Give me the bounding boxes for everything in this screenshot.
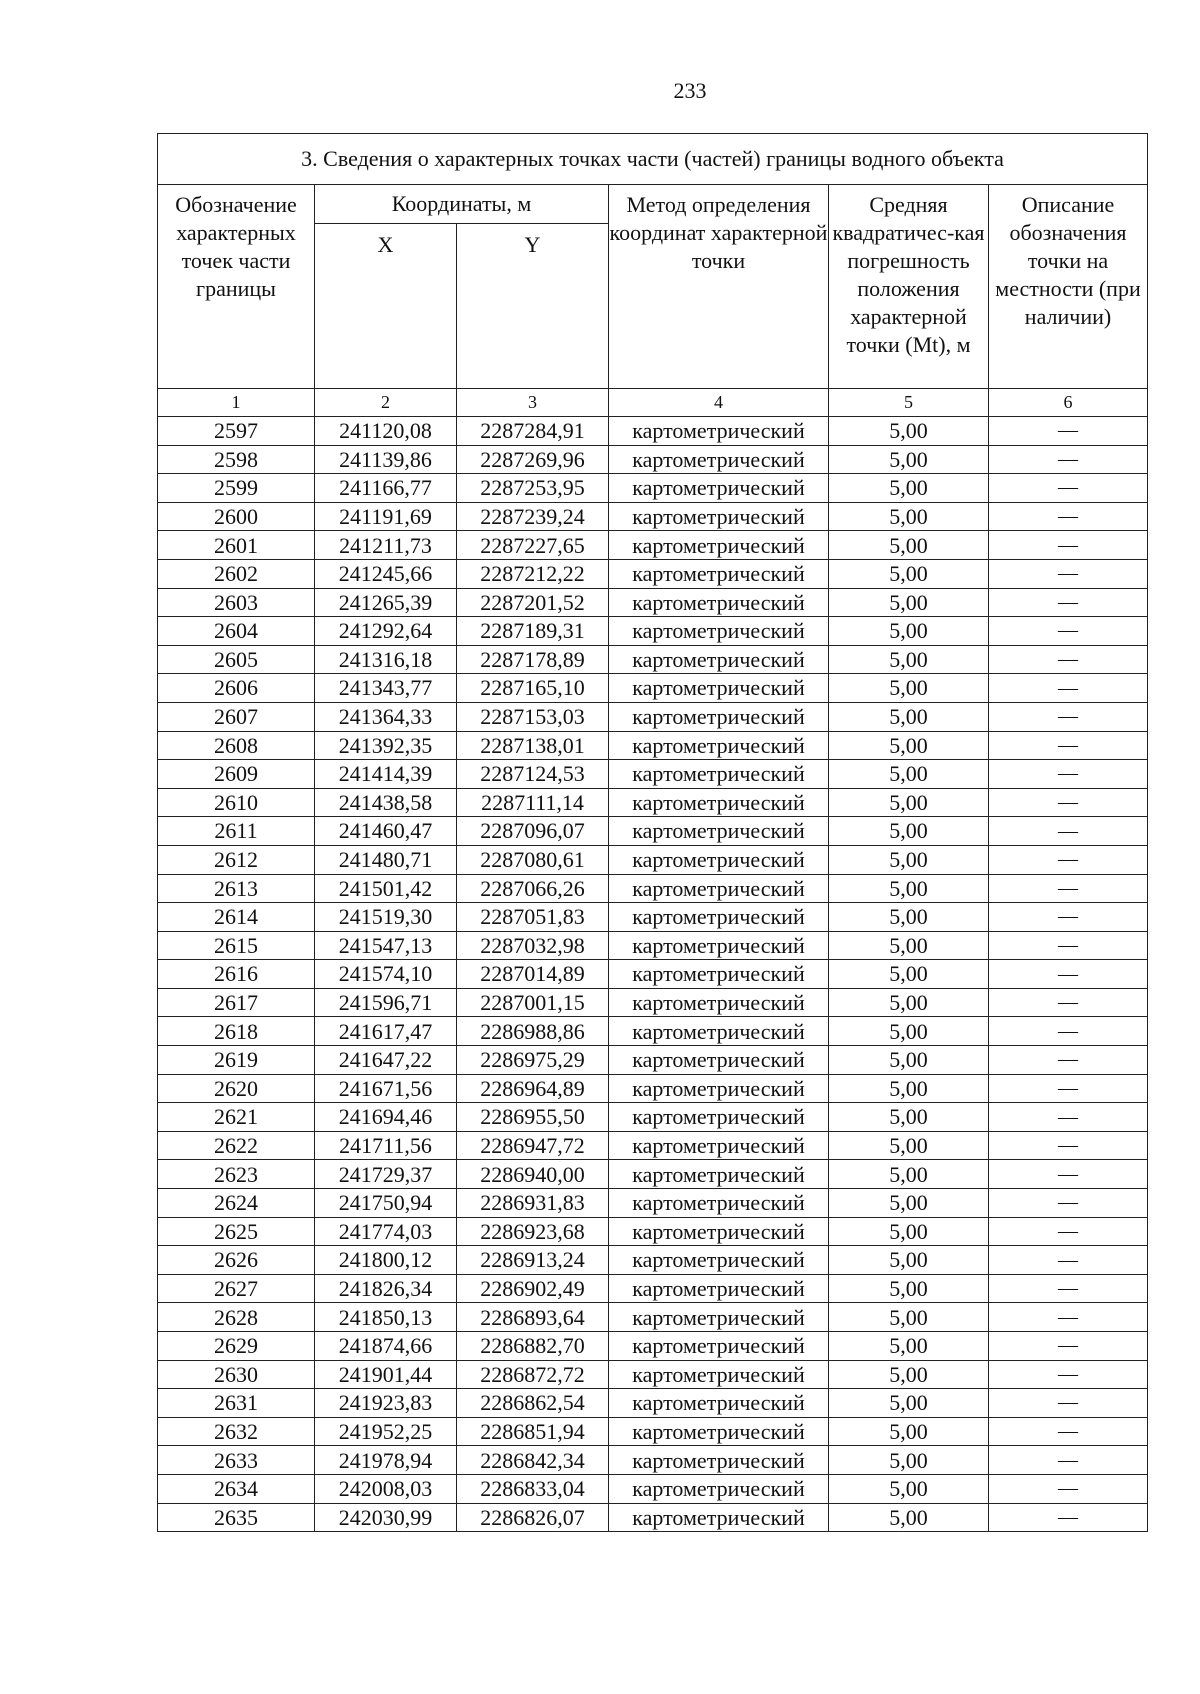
error-cell: 5,00 [829, 788, 989, 817]
y-coordinate-cell: 2286940,00 [457, 1160, 609, 1189]
error-cell: 5,00 [829, 1046, 989, 1075]
y-coordinate-cell: 2287032,98 [457, 931, 609, 960]
x-coordinate-cell: 241574,10 [315, 960, 457, 989]
error-cell: 5,00 [829, 588, 989, 617]
table-row [158, 817, 1148, 846]
point-id-cell: 2610 [158, 788, 315, 817]
point-id-cell: 2602 [158, 559, 315, 588]
error-cell: 5,00 [829, 674, 989, 703]
method-cell: картометрический [609, 1074, 829, 1103]
x-coordinate-cell: 241460,47 [315, 817, 457, 846]
table-row [158, 1332, 1148, 1361]
point-id-cell: 2604 [158, 617, 315, 646]
x-coordinate-cell: 241211,73 [315, 531, 457, 560]
table-row [158, 1189, 1148, 1218]
description-cell: — [989, 1217, 1148, 1246]
error-cell: 5,00 [829, 1360, 989, 1389]
error-cell: 5,00 [829, 1417, 989, 1446]
x-coordinate-cell: 241923,83 [315, 1389, 457, 1418]
y-coordinate-cell: 2287269,96 [457, 445, 609, 474]
point-id-cell: 2629 [158, 1332, 315, 1361]
table-row [158, 1474, 1148, 1503]
error-cell: 5,00 [829, 417, 989, 446]
method-cell: картометрический [609, 588, 829, 617]
description-cell: — [989, 874, 1148, 903]
method-cell: картометрический [609, 1189, 829, 1218]
point-id-cell: 2624 [158, 1189, 315, 1218]
point-id-cell: 2622 [158, 1131, 315, 1160]
point-id-cell: 2611 [158, 817, 315, 846]
description-cell: — [989, 1074, 1148, 1103]
error-cell: 5,00 [829, 1103, 989, 1132]
method-cell: картометрический [609, 903, 829, 932]
error-cell: 5,00 [829, 903, 989, 932]
description-cell: — [989, 1103, 1148, 1132]
table-row [158, 845, 1148, 874]
method-cell: картометрический [609, 531, 829, 560]
table-row [158, 1446, 1148, 1475]
header-designation: Обозначение характерных точек части границы [158, 185, 315, 389]
error-cell: 5,00 [829, 502, 989, 531]
point-id-cell: 2613 [158, 874, 315, 903]
error-cell: 5,00 [829, 1503, 989, 1532]
point-id-cell: 2606 [158, 674, 315, 703]
point-id-cell: 2628 [158, 1303, 315, 1332]
description-cell: — [989, 903, 1148, 932]
x-coordinate-cell: 241952,25 [315, 1417, 457, 1446]
method-cell: картометрический [609, 845, 829, 874]
method-cell: картометрический [609, 1217, 829, 1246]
table-row [158, 1246, 1148, 1275]
method-cell: картометрический [609, 674, 829, 703]
description-cell: — [989, 960, 1148, 989]
y-coordinate-cell: 2286988,86 [457, 1017, 609, 1046]
x-coordinate-cell: 241519,30 [315, 903, 457, 932]
column-number: 4 [609, 389, 829, 417]
y-coordinate-cell: 2286913,24 [457, 1246, 609, 1275]
method-cell: картометрический [609, 931, 829, 960]
point-id-cell: 2615 [158, 931, 315, 960]
y-coordinate-cell: 2286842,34 [457, 1446, 609, 1475]
method-cell: картометрический [609, 702, 829, 731]
y-coordinate-cell: 2286851,94 [457, 1417, 609, 1446]
point-id-cell: 2627 [158, 1274, 315, 1303]
point-id-cell: 2635 [158, 1503, 315, 1532]
y-coordinate-cell: 2287124,53 [457, 760, 609, 789]
point-id-cell: 2598 [158, 445, 315, 474]
header-y: Y [457, 224, 609, 389]
y-coordinate-cell: 2286872,72 [457, 1360, 609, 1389]
method-cell: картометрический [609, 988, 829, 1017]
y-coordinate-cell: 2287138,01 [457, 731, 609, 760]
description-cell: — [989, 988, 1148, 1017]
method-cell: картометрический [609, 788, 829, 817]
error-cell: 5,00 [829, 1131, 989, 1160]
error-cell: 5,00 [829, 617, 989, 646]
description-cell: — [989, 817, 1148, 846]
error-cell: 5,00 [829, 1389, 989, 1418]
header-method: Метод определения координат характерной точки [609, 185, 829, 389]
column-number: 1 [158, 389, 315, 417]
method-cell: картометрический [609, 1503, 829, 1532]
x-coordinate-cell: 241750,94 [315, 1189, 457, 1218]
error-cell: 5,00 [829, 645, 989, 674]
table-row [158, 645, 1148, 674]
point-id-cell: 2607 [158, 702, 315, 731]
table-row [158, 588, 1148, 617]
description-cell: — [989, 502, 1148, 531]
method-cell: картометрический [609, 645, 829, 674]
method-cell: картометрический [609, 1332, 829, 1361]
method-cell: картометрический [609, 445, 829, 474]
method-cell: картометрический [609, 760, 829, 789]
x-coordinate-cell: 241316,18 [315, 645, 457, 674]
y-coordinate-cell: 2286931,83 [457, 1189, 609, 1218]
y-coordinate-cell: 2287111,14 [457, 788, 609, 817]
point-id-cell: 2608 [158, 731, 315, 760]
point-id-cell: 2603 [158, 588, 315, 617]
method-cell: картометрический [609, 1303, 829, 1332]
x-coordinate-cell: 241364,33 [315, 702, 457, 731]
error-cell: 5,00 [829, 702, 989, 731]
description-cell: — [989, 1446, 1148, 1475]
table-row [158, 502, 1148, 531]
method-cell: картометрический [609, 1446, 829, 1475]
x-coordinate-cell: 241694,46 [315, 1103, 457, 1132]
description-cell: — [989, 674, 1148, 703]
point-id-cell: 2632 [158, 1417, 315, 1446]
point-id-cell: 2631 [158, 1389, 315, 1418]
error-cell: 5,00 [829, 1217, 989, 1246]
table-row [158, 1303, 1148, 1332]
description-cell: — [989, 1046, 1148, 1075]
table-row [158, 674, 1148, 703]
y-coordinate-cell: 2287066,26 [457, 874, 609, 903]
error-cell: 5,00 [829, 1474, 989, 1503]
y-coordinate-cell: 2287189,31 [457, 617, 609, 646]
x-coordinate-cell: 241729,37 [315, 1160, 457, 1189]
point-id-cell: 2600 [158, 502, 315, 531]
point-id-cell: 2597 [158, 417, 315, 446]
y-coordinate-cell: 2286862,54 [457, 1389, 609, 1418]
error-cell: 5,00 [829, 931, 989, 960]
method-cell: картометрический [609, 1274, 829, 1303]
x-coordinate-cell: 241596,71 [315, 988, 457, 1017]
y-coordinate-cell: 2287212,22 [457, 559, 609, 588]
table-row [158, 960, 1148, 989]
table-row [158, 931, 1148, 960]
x-coordinate-cell: 241265,39 [315, 588, 457, 617]
description-cell: — [989, 845, 1148, 874]
method-cell: картометрический [609, 617, 829, 646]
x-coordinate-cell: 241292,64 [315, 617, 457, 646]
y-coordinate-cell: 2287165,10 [457, 674, 609, 703]
method-cell: картометрический [609, 1017, 829, 1046]
point-id-cell: 2601 [158, 531, 315, 560]
y-coordinate-cell: 2287201,52 [457, 588, 609, 617]
table-row [158, 531, 1148, 560]
description-cell: — [989, 445, 1148, 474]
description-cell: — [989, 1274, 1148, 1303]
x-coordinate-cell: 242008,03 [315, 1474, 457, 1503]
table-row [158, 1046, 1148, 1075]
point-id-cell: 2634 [158, 1474, 315, 1503]
y-coordinate-cell: 2286882,70 [457, 1332, 609, 1361]
description-cell: — [989, 474, 1148, 503]
x-coordinate-cell: 241850,13 [315, 1303, 457, 1332]
x-coordinate-cell: 241166,77 [315, 474, 457, 503]
x-coordinate-cell: 241671,56 [315, 1074, 457, 1103]
description-cell: — [989, 588, 1148, 617]
method-cell: картометрический [609, 1389, 829, 1418]
y-coordinate-cell: 2287001,15 [457, 988, 609, 1017]
point-id-cell: 2626 [158, 1246, 315, 1275]
method-cell: картометрический [609, 1103, 829, 1132]
x-coordinate-cell: 241978,94 [315, 1446, 457, 1475]
y-coordinate-cell: 2287253,95 [457, 474, 609, 503]
table-row [158, 702, 1148, 731]
error-cell: 5,00 [829, 1246, 989, 1275]
table-row [158, 1417, 1148, 1446]
method-cell: картометрический [609, 960, 829, 989]
table-row [158, 1074, 1148, 1103]
table-row [158, 1017, 1148, 1046]
description-cell: — [989, 1303, 1148, 1332]
table-row [158, 760, 1148, 789]
x-coordinate-cell: 241120,08 [315, 417, 457, 446]
method-cell: картометрический [609, 817, 829, 846]
table-row [158, 903, 1148, 932]
x-coordinate-cell: 241647,22 [315, 1046, 457, 1075]
table-row [158, 1274, 1148, 1303]
y-coordinate-cell: 2287080,61 [457, 845, 609, 874]
table-row [158, 559, 1148, 588]
description-cell: — [989, 617, 1148, 646]
method-cell: картометрический [609, 417, 829, 446]
point-id-cell: 2621 [158, 1103, 315, 1132]
point-id-cell: 2619 [158, 1046, 315, 1075]
method-cell: картометрический [609, 1046, 829, 1075]
description-cell: — [989, 559, 1148, 588]
method-cell: картометрический [609, 731, 829, 760]
error-cell: 5,00 [829, 845, 989, 874]
table-row [158, 474, 1148, 503]
y-coordinate-cell: 2286902,49 [457, 1274, 609, 1303]
page-number: 233 [673, 78, 707, 103]
table-row [158, 1389, 1148, 1418]
table-row [158, 1217, 1148, 1246]
method-cell: картометрический [609, 874, 829, 903]
error-cell: 5,00 [829, 1017, 989, 1046]
y-coordinate-cell: 2286955,50 [457, 1103, 609, 1132]
x-coordinate-cell: 241480,71 [315, 845, 457, 874]
description-cell: — [989, 1474, 1148, 1503]
x-coordinate-cell: 241392,35 [315, 731, 457, 760]
table-row [158, 1131, 1148, 1160]
description-cell: — [989, 1389, 1148, 1418]
y-coordinate-cell: 2287014,89 [457, 960, 609, 989]
error-cell: 5,00 [829, 1332, 989, 1361]
column-number: 3 [457, 389, 609, 417]
header-coordinates: Координаты, м [315, 185, 609, 224]
point-id-cell: 2620 [158, 1074, 315, 1103]
point-id-cell: 2630 [158, 1360, 315, 1389]
method-cell: картометрический [609, 1417, 829, 1446]
error-cell: 5,00 [829, 817, 989, 846]
description-cell: — [989, 1360, 1148, 1389]
y-coordinate-cell: 2286947,72 [457, 1131, 609, 1160]
error-cell: 5,00 [829, 1074, 989, 1103]
description-cell: — [989, 1503, 1148, 1532]
column-number: 6 [989, 389, 1148, 417]
error-cell: 5,00 [829, 1303, 989, 1332]
error-cell: 5,00 [829, 445, 989, 474]
error-cell: 5,00 [829, 760, 989, 789]
header-error: Средняя квадратичес-кая погрешность положения характерной точки (Mt), м [829, 185, 989, 389]
table-row [158, 417, 1148, 446]
y-coordinate-cell: 2287284,91 [457, 417, 609, 446]
method-cell: картометрический [609, 474, 829, 503]
y-coordinate-cell: 2286964,89 [457, 1074, 609, 1103]
point-id-cell: 2614 [158, 903, 315, 932]
description-cell: — [989, 1417, 1148, 1446]
table-row [158, 1160, 1148, 1189]
table-row [158, 1103, 1148, 1132]
x-coordinate-cell: 241501,42 [315, 874, 457, 903]
x-coordinate-cell: 241438,58 [315, 788, 457, 817]
error-cell: 5,00 [829, 1189, 989, 1218]
point-id-cell: 2617 [158, 988, 315, 1017]
description-cell: — [989, 531, 1148, 560]
x-coordinate-cell: 241414,39 [315, 760, 457, 789]
error-cell: 5,00 [829, 988, 989, 1017]
header-x: X [315, 224, 457, 389]
method-cell: картометрический [609, 1474, 829, 1503]
point-id-cell: 2625 [158, 1217, 315, 1246]
description-cell: — [989, 1131, 1148, 1160]
error-cell: 5,00 [829, 1446, 989, 1475]
x-coordinate-cell: 241191,69 [315, 502, 457, 531]
boundary-points-table [157, 133, 1148, 1532]
error-cell: 5,00 [829, 874, 989, 903]
description-cell: — [989, 788, 1148, 817]
description-cell: — [989, 702, 1148, 731]
method-cell: картометрический [609, 1131, 829, 1160]
table-row [158, 788, 1148, 817]
point-id-cell: 2605 [158, 645, 315, 674]
table-row [158, 445, 1148, 474]
table-row [158, 988, 1148, 1017]
description-cell: — [989, 417, 1148, 446]
method-cell: картометрический [609, 1246, 829, 1275]
description-cell: — [989, 1332, 1148, 1361]
table-row [158, 874, 1148, 903]
point-id-cell: 2618 [158, 1017, 315, 1046]
y-coordinate-cell: 2287096,07 [457, 817, 609, 846]
method-cell: картометрический [609, 502, 829, 531]
point-id-cell: 2623 [158, 1160, 315, 1189]
y-coordinate-cell: 2286826,07 [457, 1503, 609, 1532]
point-id-cell: 2599 [158, 474, 315, 503]
y-coordinate-cell: 2286923,68 [457, 1217, 609, 1246]
method-cell: картометрический [609, 1360, 829, 1389]
description-cell: — [989, 1189, 1148, 1218]
description-cell: — [989, 1246, 1148, 1275]
x-coordinate-cell: 241343,77 [315, 674, 457, 703]
error-cell: 5,00 [829, 1274, 989, 1303]
x-coordinate-cell: 241901,44 [315, 1360, 457, 1389]
method-cell: картометрический [609, 1160, 829, 1189]
point-id-cell: 2609 [158, 760, 315, 789]
method-cell: картометрический [609, 559, 829, 588]
table-row [158, 1360, 1148, 1389]
header-description: Описание обозначения точки на местности (при наличии) [989, 185, 1148, 389]
x-coordinate-cell: 241245,66 [315, 559, 457, 588]
error-cell: 5,00 [829, 1160, 989, 1189]
table-row [158, 731, 1148, 760]
error-cell: 5,00 [829, 531, 989, 560]
description-cell: — [989, 1160, 1148, 1189]
description-cell: — [989, 931, 1148, 960]
description-cell: — [989, 760, 1148, 789]
y-coordinate-cell: 2287227,65 [457, 531, 609, 560]
point-id-cell: 2633 [158, 1446, 315, 1475]
description-cell: — [989, 1017, 1148, 1046]
y-coordinate-cell: 2287239,24 [457, 502, 609, 531]
error-cell: 5,00 [829, 474, 989, 503]
y-coordinate-cell: 2287153,03 [457, 702, 609, 731]
x-coordinate-cell: 242030,99 [315, 1503, 457, 1532]
x-coordinate-cell: 241139,86 [315, 445, 457, 474]
point-id-cell: 2616 [158, 960, 315, 989]
error-cell: 5,00 [829, 559, 989, 588]
x-coordinate-cell: 241874,66 [315, 1332, 457, 1361]
x-coordinate-cell: 241774,03 [315, 1217, 457, 1246]
column-number: 2 [315, 389, 457, 417]
table-row [158, 617, 1148, 646]
y-coordinate-cell: 2287051,83 [457, 903, 609, 932]
y-coordinate-cell: 2286893,64 [457, 1303, 609, 1332]
column-number: 5 [829, 389, 989, 417]
x-coordinate-cell: 241711,56 [315, 1131, 457, 1160]
y-coordinate-cell: 2287178,89 [457, 645, 609, 674]
description-cell: — [989, 645, 1148, 674]
x-coordinate-cell: 241800,12 [315, 1246, 457, 1275]
x-coordinate-cell: 241547,13 [315, 931, 457, 960]
point-id-cell: 2612 [158, 845, 315, 874]
table-row [158, 1503, 1148, 1532]
description-cell: — [989, 731, 1148, 760]
y-coordinate-cell: 2286975,29 [457, 1046, 609, 1075]
x-coordinate-cell: 241617,47 [315, 1017, 457, 1046]
error-cell: 5,00 [829, 960, 989, 989]
table-title: 3. Сведения о характерных точках части (частей) границы водного объекта [158, 134, 1148, 185]
x-coordinate-cell: 241826,34 [315, 1274, 457, 1303]
column-numbers-row [158, 389, 1148, 417]
error-cell: 5,00 [829, 731, 989, 760]
y-coordinate-cell: 2286833,04 [457, 1474, 609, 1503]
